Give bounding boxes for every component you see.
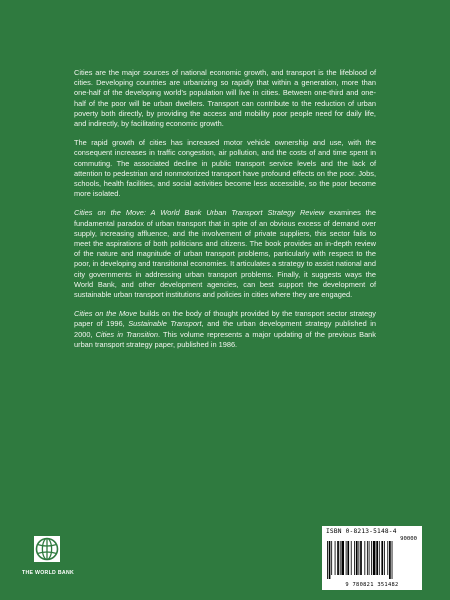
barcode-digits: 9 780821 351482 bbox=[345, 582, 399, 588]
world-bank-logo bbox=[22, 536, 76, 576]
blurb-paragraph-4-text-b: , and the urban development strategy published in 2000, bbox=[74, 319, 376, 339]
world-bank-globe-icon bbox=[34, 536, 60, 562]
barcode-graphic bbox=[326, 541, 418, 579]
blurb-paragraph-4-text-c: . This volume represents a major updating of the previous Bank urban transport strategy paper, published in 1986. bbox=[74, 329, 376, 349]
book-title-italic-short: Cities on the Move bbox=[74, 309, 138, 319]
book-title-italic: Cities on the Move: A World Bank Urban Transport Strategy Review bbox=[74, 208, 325, 218]
world-bank-name: THE WORLD BANK bbox=[22, 570, 75, 576]
blurb-paragraph-4-text-a: builds on the body of thought provided by the transport sector strategy paper of 1996, bbox=[74, 309, 376, 329]
blurb-paragraph-4 bbox=[74, 309, 376, 350]
blurb-paragraph-1: Cities are the major sources of national economic growth, and transport is the lifeblood of cities. Developing countries are urbanizing so rapidly that within a generation, more than one-half of the developing world’s population will live in cities. Between one-third and one-half of the poor will be urban dwellers. Transport can contribute to the reduction of urban poverty both directly, by providing the access and mobility poor people need for daily life, and indirectly, by facilitating economic growth. bbox=[74, 68, 376, 129]
cities-in-transition-title: Cities in Transition bbox=[95, 329, 158, 339]
price-code: 90000 bbox=[400, 536, 417, 542]
isbn-barcode bbox=[322, 526, 422, 590]
blurb-paragraph-2: The rapid growth of cities has increased motor vehicle ownership and use, with the consequent increases in traffic congestion, air pollution, and the costs of and time spent in commuting. The associated decline in public transport service levels and the lack of attention to pedestrian and nonmotorized transport have profound effects on the poor. Jobs, schools, health facilities, and social activities become less accessible, so the poor become more isolated. bbox=[74, 138, 376, 199]
barcode-bars bbox=[326, 541, 418, 579]
blurb-paragraph-3-text: examines the fundamental paradox of urban transport that in spite of an obvious excess of demand over supply, increasing affluence, and the involvement of private suppliers, this sector fails to meet the aspirations of both politicians and citizens. The book provides an in-depth review of the nature and magnitude of urban transport problems, particularly with respect to the poor, in developing and transitional economies. It articulates a strategy to assist national and city governments in addressing urban transport problems. Finally, it suggests ways the World Bank, and other development agencies, can best support the development of sustainable urban transport institutions and policies in cities where they are engaged. bbox=[74, 208, 376, 300]
isbn-label: ISBN 0-8213-5148-4 bbox=[326, 528, 397, 535]
back-cover-blurb bbox=[74, 68, 376, 359]
blurb-paragraph-3 bbox=[74, 208, 376, 300]
sustainable-transport-title: Sustainable Transport bbox=[128, 319, 202, 329]
